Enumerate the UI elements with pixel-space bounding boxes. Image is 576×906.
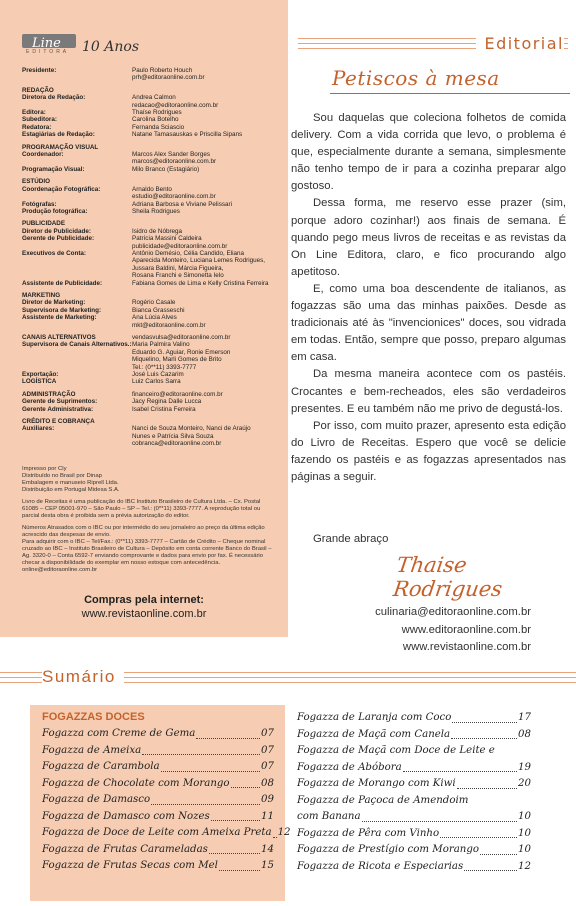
publisher-logo (22, 34, 139, 56)
credit-role: Diretor de Publicidade: (22, 227, 91, 235)
credits-section-header (22, 334, 272, 341)
credit-line: prh@editoraonline.com.br (132, 74, 205, 82)
credit-line: mkt@editoraonline.com.br (132, 321, 206, 329)
toc-item-name: Fogazza de Morango com Kiwi (297, 778, 456, 789)
credit-names (132, 406, 272, 413)
credits-section-header (22, 418, 272, 425)
editorial-section-title: Editorial (476, 34, 564, 53)
credit-row (22, 201, 272, 208)
toc-item[interactable] (297, 809, 531, 826)
credits-section-value: financeiro@editoraonline.com.br (132, 390, 223, 398)
toc-page-number: 08 (261, 777, 274, 789)
toc-item-name: Fogazza de Ricota e Especiarias (297, 860, 464, 872)
credit-line: Paulo Roberto Houch (132, 67, 193, 74)
credit-names (132, 250, 272, 280)
toc-page-number: 11 (261, 810, 274, 822)
credit-row (22, 280, 272, 287)
expediente-panel (0, 0, 288, 637)
credit-row (22, 425, 272, 447)
publication-note: Impresso por Cly Distribuído no Brasil por Dinap Embalagem e manuseio Riprell Ltda. Distribuição em Portugal Midesa S.A. (22, 466, 120, 493)
editorial-body (291, 110, 566, 486)
credit-line: publicidade@editoraonline.com.br (132, 242, 228, 250)
credits-section-label: MARKETING (22, 291, 61, 299)
credit-role: Fotógrafas: (22, 200, 57, 208)
credit-row (22, 371, 272, 378)
credit-names (132, 371, 272, 378)
credit-row (22, 341, 272, 371)
credits-section-label: CRÉDITO E COBRANÇA (22, 418, 95, 426)
credit-line: marcos@editoraonline.com.br (132, 158, 217, 166)
credits-section-header (22, 87, 272, 94)
editorial-heading: Petiscos à mesa (332, 66, 500, 90)
credit-row (22, 314, 272, 329)
credit-role: Assistente de Marketing: (22, 314, 97, 322)
toc-leader-dots (480, 854, 517, 855)
credit-line: Aparecida Monteiro, Luciana Lemes Rodrigues, (132, 257, 266, 265)
toc-page-number: 12 (277, 827, 291, 838)
credit-row (22, 186, 272, 201)
credit-line: Miquelino, Marli Gomes de Brito (132, 356, 222, 364)
credit-names (132, 124, 272, 131)
credits-section-label: PROGRAMAÇÃO VISUAL (22, 143, 99, 151)
toc-page-number: 09 (261, 794, 274, 805)
credit-role: Programação Visual: (22, 165, 85, 173)
credit-role: Redatora: (22, 123, 52, 131)
toc-leader-dots (231, 787, 260, 788)
credit-role: Gerente Administrativa: (22, 405, 94, 413)
credit-names (132, 109, 272, 116)
toc-item-name: Fogazza de Damasco com Nozes (42, 810, 210, 822)
credit-line: redacao@editoraonline.com.br (132, 101, 219, 109)
credit-role: Gerente de Publicidade: (22, 235, 95, 243)
credit-row (22, 208, 272, 215)
credit-names (132, 235, 272, 250)
toc-item-first-line[interactable]: Fogazza de Paçoca de Amendoim (297, 794, 469, 806)
toc-leader-dots (196, 738, 260, 739)
editorial-heading-underline (330, 93, 570, 94)
credit-names (132, 151, 272, 166)
toc-page-number: 07 (261, 728, 274, 739)
toc-leader-dots (403, 771, 517, 772)
editorial-paragraph: Por isso, com muito prazer, apresento esta edição do Livro de Receitas. Espero que você se delicie fazendo os pastéis e as fogazzas apresentados nas páginas a seguir. (291, 419, 566, 483)
credit-names (132, 186, 272, 201)
email-link[interactable]: culinaria@editoraonline.com.br (375, 606, 531, 618)
credit-line: Natane Tamasauskas e Priscilla Sipans (132, 131, 243, 139)
credit-line: cobranca@editoraonline.com.br (132, 440, 222, 448)
online-logo-icon (22, 34, 76, 56)
credit-role: Coordenador: (22, 151, 64, 159)
toc-item[interactable] (42, 858, 274, 875)
toc-item[interactable] (42, 842, 274, 859)
credit-names (132, 280, 272, 287)
credit-role: Editora: (22, 109, 46, 117)
credit-names (132, 299, 272, 306)
credit-line: Arnaldo Bento (132, 185, 172, 193)
toc-item-name: Fogazza de Chocolate com Morango (42, 777, 230, 789)
credit-names (132, 398, 272, 405)
credit-role: Auxiliares: (22, 425, 55, 433)
credit-line: Nunes e Patrícia Silva Souza (132, 432, 214, 440)
credits-section-header (22, 220, 272, 227)
credits-section-header (22, 292, 272, 299)
credit-row (22, 235, 272, 250)
credit-line: Rogério Casale (132, 299, 176, 307)
toc-right-column (297, 710, 531, 875)
credit-names (132, 341, 272, 371)
credit-names (132, 307, 272, 314)
credits-section-header (22, 144, 272, 151)
credit-line: Nanci de Souza Monteiro, Nanci de Araújo (132, 425, 251, 433)
publication-note: Livro de Receitas é uma publicação do IBC Instituto Brasileiro de Cultura Ltda. – Cx. Postal 61085 – CEP 05001-970 – São Paulo – SP – Tel.: (0**11) 3393-7777. A reprodução total ou parcial desta obra é proibida sem a prévia autorização do editor. (22, 499, 261, 519)
toc-item[interactable] (297, 727, 531, 744)
toc-item[interactable] (297, 826, 531, 843)
credit-names (132, 116, 272, 123)
toc-item[interactable] (297, 710, 531, 727)
credit-line: Antônio Demésio, Célia Candido, Eliana (132, 249, 245, 257)
toc-item[interactable] (42, 792, 274, 809)
credits-section-label: CANAIS ALTERNATIVOS (22, 334, 96, 341)
credit-line: Andrea Calmon (132, 94, 176, 102)
credit-line: Thaíse Rodrigues (132, 109, 182, 117)
toc-item-name: Fogazza de Abóbora (297, 761, 402, 773)
credit-role: Presidente: (22, 67, 57, 74)
credit-row (22, 124, 272, 131)
credit-row (22, 299, 272, 306)
editorial-paragraph: Dessa forma, me reservo esse prazer (sim, porque adoro cozinhar!) aos finais de semana. É quando pego meus livros de receitas e as revistas da On Line Editora, claro, e fico procurando algo apetitoso. (291, 197, 566, 278)
toc-page-number: 20 (518, 778, 531, 789)
editorial-paragraph: Da mesma maneira acontece com os pastéis. Crocantes e bem-recheados, eles são verdadeiros presentes. E eu também não me privo de degustá-los. (291, 368, 566, 415)
toc-page-number: 10 (518, 844, 531, 855)
credit-line: Rosana Franchi e Simonetta Ielo (132, 272, 224, 280)
credit-line: Luiz Carlos Sarra (132, 378, 181, 386)
credit-names (132, 228, 272, 235)
toc-item-name: Fogazza de Prestígio com Morango (297, 844, 480, 855)
toc-item[interactable] (297, 859, 531, 876)
credit-line: Carolina Botelho (132, 116, 179, 124)
toc-page-number: 19 (518, 761, 531, 773)
toc-item[interactable] (42, 776, 274, 793)
credit-role: Subeditora: (22, 116, 57, 124)
toc-item[interactable] (297, 760, 531, 777)
editor-signature: Thaise Rodrigues (391, 553, 504, 601)
credit-row (22, 250, 272, 280)
editorial-paragraph: E, como uma boa descendente de italianos, as fogazzas são uma das minhas paixões. Desde as tradicionais até às "invencionices" doces, sou vidrada em todas. Então, sempre que posso, preparo algumas em casa. (291, 282, 566, 364)
toc-leader-dots (209, 853, 260, 854)
toc-item-name: com Banana (297, 811, 361, 822)
compras-title: Compras pela internet: (84, 594, 204, 606)
toc-item[interactable] (42, 825, 291, 842)
toc-item-name: Fogazza de Doce de Leite com Ameixa Preta (42, 827, 272, 838)
toc-leader-dots (273, 837, 277, 838)
toc-page-number: 08 (518, 728, 531, 740)
publication-note: Números Atrasados com o IBC ou por intermédio do seu jornaleiro ao preço da última edição acrescido das despesas de envio. Para adquirir com o IBC – Tel/Fax.: (0**11) 3393-7777 – Cartão de Crédito – Cheque nominal cruzado ao IBC – Instituto Brasileiro de Cultura – Depósito em conta corrente Banco do Brasil – Ag. 3320-0 – Conta 6592-7 enviando comprovante e dados para envio por fax. É necessário checar a disponibilidade do exemplar em nosso estoque com antecedência. online@editoraonline.com.br (22, 525, 272, 573)
toc-item-name: Fogazza de Frutas Secas com Mel (42, 860, 218, 871)
credit-row (22, 406, 272, 413)
compras-url[interactable]: www.revistaonline.com.br (81, 608, 207, 620)
editorial-closing: Grande abraço (313, 533, 389, 545)
toc-leader-dots (451, 738, 517, 739)
toc-item-name: Fogazza de Carambola (42, 761, 160, 772)
credit-names (132, 425, 272, 447)
credit-line: Fernanda Sciascio (132, 123, 185, 131)
credit-role: Assistente de Publicidade: (22, 279, 103, 287)
toc-left-column (42, 726, 291, 875)
toc-leader-dots (211, 820, 260, 821)
credits-section-label: ESTÚDIO (22, 178, 50, 186)
credit-line: Marcos Alex Sander Borges (132, 151, 211, 159)
credit-role: Gerente de Suprimentos: (22, 398, 98, 406)
credit-line: Fabiana Gomes de Lima e Kelly Cristina Ferreira (132, 279, 269, 287)
credit-names (132, 67, 272, 82)
credit-row (22, 307, 272, 314)
credit-role: Supervisora de Canais Alternativos.: (22, 341, 132, 349)
toc-leader-dots (161, 771, 260, 772)
toc-leader-dots (151, 804, 260, 805)
website-link[interactable]: www.revistaonline.com.br (402, 641, 531, 653)
credit-names (132, 378, 272, 385)
credit-line: Jacy Regina Dalle Lucca (132, 398, 202, 406)
credit-line: estudio@editoraonline.com.br (132, 193, 216, 201)
credit-row (22, 398, 272, 405)
credits-section-label: REDAÇÃO (22, 86, 54, 94)
credit-row (22, 378, 272, 385)
credit-role: Exportação: (22, 371, 59, 379)
toc-page-number: 07 (261, 744, 274, 756)
website-link[interactable]: www.editoraonline.com.br (401, 623, 531, 636)
toc-item-name: Fogazza de Frutas Carameladas (42, 843, 208, 855)
toc-item[interactable] (42, 809, 274, 826)
credit-line: Maria Palmira Valino (132, 341, 190, 349)
toc-page-number: 12 (518, 860, 531, 872)
toc-item-name: Fogazza de Ameixa (42, 744, 142, 756)
toc-item-name: Fogazza com Creme de Gema (42, 728, 196, 739)
credits-section-label: ADMINISTRAÇÃO (22, 390, 76, 398)
credit-names (132, 131, 272, 138)
credit-role: Estagiárias de Redação: (22, 131, 95, 139)
credit-row (22, 67, 272, 82)
publication-notes (22, 466, 272, 579)
credit-line: Isidro de Nóbrega (132, 227, 183, 235)
toc-item-name: Fogazza de Laranja com Coco (297, 712, 452, 723)
credit-row (22, 228, 272, 235)
credit-row (22, 166, 272, 173)
toc-item-name: Fogazza de Damasco (42, 794, 151, 805)
editorial-links (375, 604, 531, 657)
toc-item-first-line[interactable]: Fogazza de Maçã com Doce de Leite e (297, 745, 495, 756)
logo-brand: Line (32, 36, 61, 51)
credit-row (22, 151, 272, 166)
credit-line: Isabel Cristina Ferreira (132, 405, 196, 413)
toc-item[interactable] (297, 842, 531, 859)
toc-leader-dots (219, 870, 260, 871)
credit-role: Executivos de Conta: (22, 249, 87, 257)
credit-line: Milo Branco (Estagiário) (132, 165, 200, 173)
toc-leader-dots (452, 722, 517, 723)
compras-block (0, 594, 288, 620)
toc-item[interactable] (297, 776, 531, 793)
credit-role: Coordenação Fotográfica: (22, 185, 101, 193)
toc-leader-dots (440, 837, 517, 838)
toc-page-number: 14 (261, 843, 274, 855)
credit-row (22, 94, 272, 109)
toc-item[interactable] (42, 743, 274, 760)
credit-row (22, 109, 272, 116)
credit-row (22, 131, 272, 138)
logo-tagline: EDITORA (26, 49, 70, 55)
credits-list (22, 67, 272, 448)
credit-role: LOGÍSTICA (22, 378, 57, 386)
toc-leader-dots (457, 788, 517, 789)
credit-line: Eduardo G. Aguiar, Ronie Emerson (132, 348, 231, 356)
toc-page-number: 07 (261, 761, 274, 772)
credit-line: Patrícia Massini Caldeira (132, 235, 202, 243)
credit-role: Supervisora de Marketing: (22, 306, 102, 314)
credits-section-label: PUBLICIDADE (22, 220, 66, 228)
credit-line: Sheila Rodrigues (132, 207, 180, 215)
toc-item-name: Fogazza de Maçã com Canela (297, 728, 451, 740)
credits-section-value: vendasvulsa@editoraonline.com.br (132, 334, 231, 341)
toc-page-number: 10 (518, 811, 531, 822)
credit-names (132, 314, 272, 329)
credit-names (132, 201, 272, 208)
credit-line: Bianca Grasseschi (132, 306, 185, 314)
credits-section-header (22, 178, 272, 185)
credits-section-header (22, 391, 272, 398)
credit-row (22, 116, 272, 123)
toc-page-number: 10 (518, 827, 531, 839)
credit-names (132, 166, 272, 173)
credit-role: Diretor de Marketing: (22, 299, 86, 307)
editorial-paragraph: Sou daquelas que coleciona folhetos de comida delivery. Com a vida corrida que levo, o problema é que, especialmente durante a semana, simplesmente não tenho tempo de ir para a cozinha preparar algo gostoso. (291, 112, 566, 193)
toc-leader-dots (142, 754, 260, 755)
toc-item-name: Fogazza de Pêra com Vinho (297, 827, 440, 839)
credit-line: José Luis Cazarim (132, 371, 184, 379)
credit-names (132, 208, 272, 215)
sumario-title: Sumário (42, 667, 124, 687)
toc-page-number: 15 (261, 860, 274, 871)
toc-item[interactable] (42, 726, 274, 743)
credit-line: Ana Lúcia Alves (132, 314, 177, 322)
credit-line: Jussara Baldini, Márcia Figueira, (132, 264, 224, 272)
credit-role: Diretora de Redação: (22, 94, 86, 102)
sumario-category: FOGAZZAS DOCES (42, 711, 145, 723)
credit-line: Tel.: (0**11) 3393-7777 (132, 363, 197, 371)
credit-role: Produção fotográfica: (22, 207, 88, 215)
credit-line: Adriana Barbosa e Viviane Pelissari (132, 200, 232, 208)
toc-leader-dots (464, 870, 517, 871)
toc-item[interactable] (42, 759, 274, 776)
toc-leader-dots (362, 821, 517, 822)
anniversary-label: 10 Anos (82, 39, 140, 55)
toc-page-number: 17 (518, 712, 531, 723)
credit-names (132, 94, 272, 109)
